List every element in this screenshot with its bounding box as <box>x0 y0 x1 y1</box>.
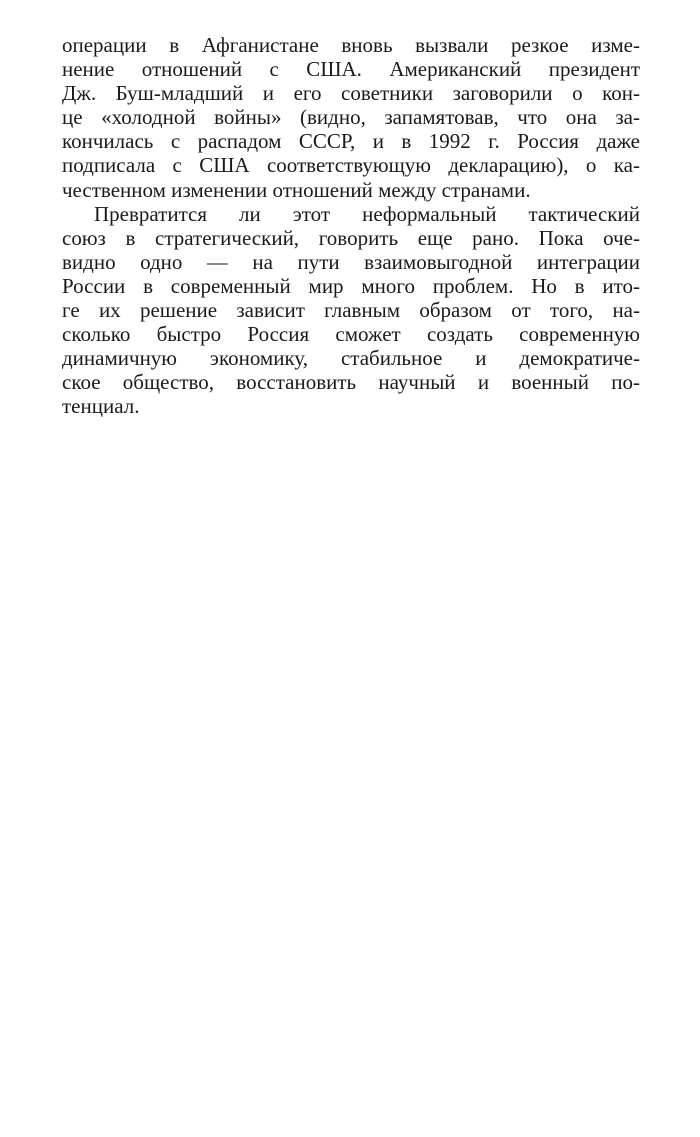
text-line: сколько быстро Россия сможет создать современную <box>62 322 640 347</box>
text-line: союз в стратегический, говорить еще рано. Пока оче- <box>62 225 640 250</box>
text-line: Превратится ли этот неформальный тактический <box>94 201 640 226</box>
text-line: подписала с США соответствующую декларацию), о ка- <box>62 153 640 178</box>
paragraph-2 <box>62 202 640 419</box>
text-line: России в современный мир много проблем. Но в ито- <box>62 273 640 298</box>
text-line: ге их решение зависит главным образом от того, на- <box>62 298 640 323</box>
text-line: ское общество, восстановить научный и военный по- <box>62 370 640 395</box>
text-line: чественном изменении отношений между странами. <box>62 177 531 202</box>
paragraph-1 <box>62 33 640 202</box>
text-line: видно одно — на пути взаимовыгодной интеграции <box>62 249 640 274</box>
body-text <box>62 33 640 419</box>
text-line: операции в Афганистане вновь вызвали резкое изме- <box>62 33 640 57</box>
text-line: тенциал. <box>62 394 140 419</box>
text-line: нение отношений с США. Американский президент <box>62 57 640 82</box>
text-line: динамичную экономику, стабильное и демократиче- <box>62 346 640 371</box>
text-line: кончилась с распадом СССР, и в 1992 г. Россия даже <box>62 129 640 154</box>
text-line: Дж. Буш-младший и его советники заговорили о кон- <box>62 81 640 106</box>
text-line: це «холодной войны» (видно, запамятовав, что она за- <box>62 105 640 130</box>
